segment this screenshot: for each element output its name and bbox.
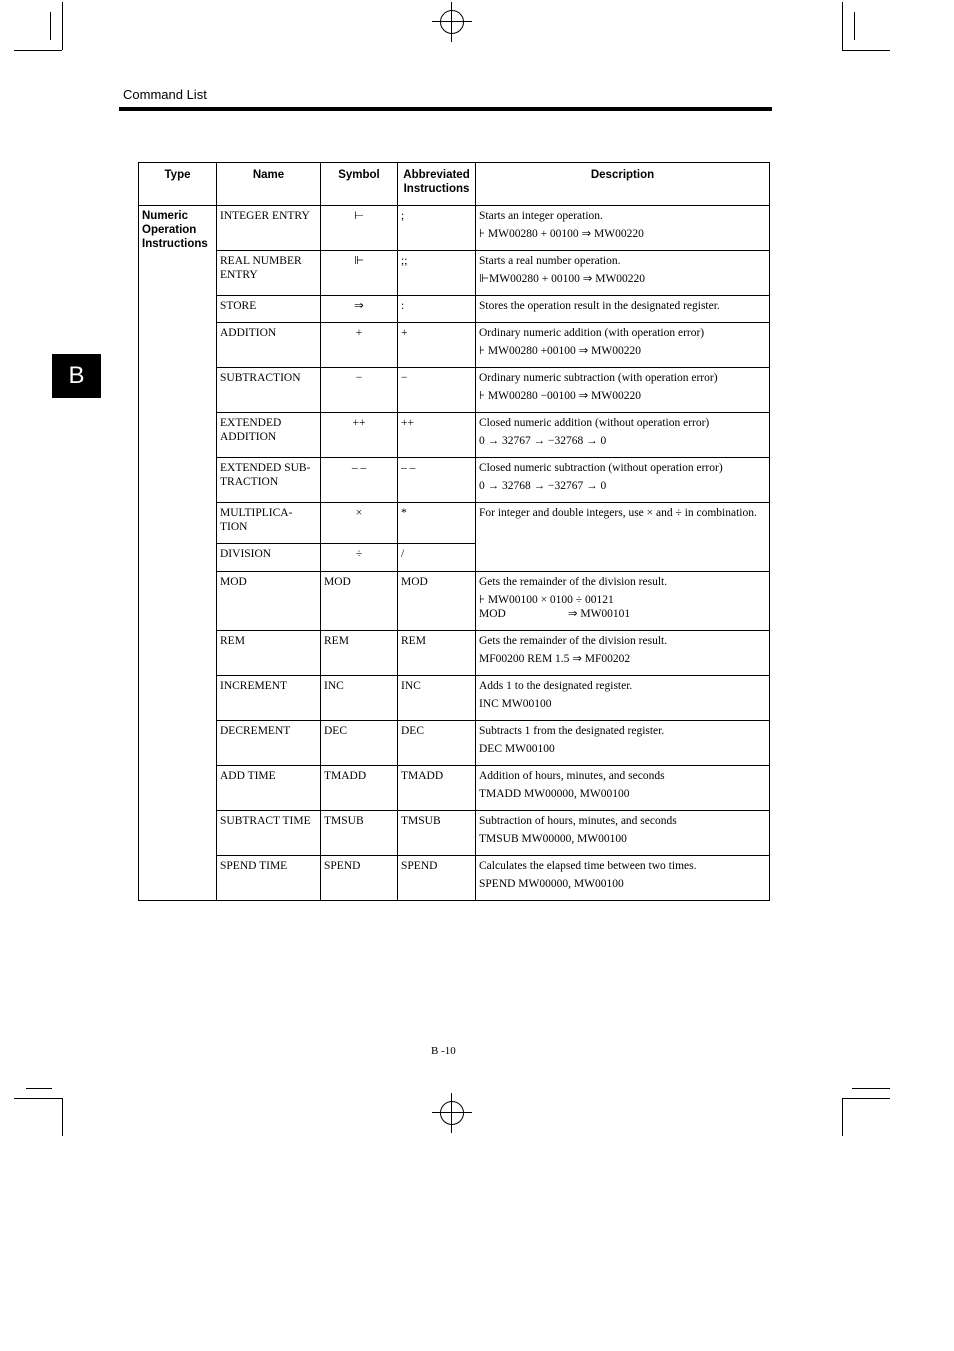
- description-cell: Ordinary numeric subtraction (with operation error) ⊦ MW00280 −00100 ⇒ MW00220: [476, 368, 770, 413]
- description-cell: Calculates the elapsed time between two times. SPEND MW00000, MW00100: [476, 856, 770, 901]
- command-table: [138, 162, 770, 901]
- abbrev-cell: SPEND: [398, 856, 476, 901]
- symbol-cell: INC: [321, 676, 398, 721]
- table-row: [139, 721, 770, 766]
- description-cell: Starts an integer operation. ⊦ MW00280 + 00100 ⇒ MW00220: [476, 206, 770, 251]
- crop-mark: [842, 1098, 843, 1136]
- header-rule: [119, 107, 772, 111]
- symbol-cell: ×: [321, 503, 398, 544]
- symbol-cell: ÷: [321, 544, 398, 572]
- type-cell: Numeric Operation Instructions: [139, 206, 217, 901]
- abbrev-cell: MOD: [398, 572, 476, 631]
- abbrev-cell: TMADD: [398, 766, 476, 811]
- name-cell: REM: [217, 631, 321, 676]
- table-row: [139, 458, 770, 503]
- name-cell: SUBTRACT TIME: [217, 811, 321, 856]
- table-row: [139, 572, 770, 631]
- table-row: [139, 856, 770, 901]
- abbrev-cell: :: [398, 296, 476, 323]
- name-cell: SUBTRACTION: [217, 368, 321, 413]
- crop-mark: [854, 12, 855, 40]
- description-cell: Adds 1 to the designated register. INC MW00100: [476, 676, 770, 721]
- description-cell: Subtracts 1 from the designated register. DEC MW00100: [476, 721, 770, 766]
- column-header-symbol: Symbol: [321, 163, 398, 206]
- abbrev-cell: +: [398, 323, 476, 368]
- crop-mark: [842, 2, 843, 50]
- table-row: [139, 251, 770, 296]
- table-row: [139, 323, 770, 368]
- crop-mark: [842, 1098, 890, 1099]
- crop-mark: [852, 1088, 890, 1089]
- crop-mark: [14, 1098, 62, 1099]
- name-cell: EXTENDED SUB-TRACTION: [217, 458, 321, 503]
- table-row: [139, 296, 770, 323]
- table-row: [139, 811, 770, 856]
- column-header-name: Name: [217, 163, 321, 206]
- description-cell: Gets the remainder of the division result. ⊦ MW00100 × 0100 ÷ 00121 MOD ⇒ MW00101: [476, 572, 770, 631]
- registration-mark-icon: [440, 1101, 464, 1125]
- abbrev-cell: ++: [398, 413, 476, 458]
- name-cell: DIVISION: [217, 544, 321, 572]
- name-cell: MOD: [217, 572, 321, 631]
- crop-mark: [62, 1098, 63, 1136]
- name-cell: REAL NUMBER ENTRY: [217, 251, 321, 296]
- name-cell: DECREMENT: [217, 721, 321, 766]
- name-cell: ADD TIME: [217, 766, 321, 811]
- description-cell: Ordinary numeric addition (with operation error) ⊦ MW00280 +00100 ⇒ MW00220: [476, 323, 770, 368]
- description-cell: For integer and double integers, use × and ÷ in combination.: [476, 503, 770, 572]
- table-row: [139, 676, 770, 721]
- name-cell: SPEND TIME: [217, 856, 321, 901]
- symbol-cell: REM: [321, 631, 398, 676]
- page-header-title: Command List: [123, 87, 207, 102]
- name-cell: EXTENDED ADDITION: [217, 413, 321, 458]
- appendix-tab: B: [52, 354, 101, 398]
- symbol-cell: TMSUB: [321, 811, 398, 856]
- table-row: [139, 413, 770, 458]
- description-cell: Closed numeric addition (without operation error) 0 → 32767 → −32768 → 0: [476, 413, 770, 458]
- table-header-row: [139, 163, 770, 206]
- abbrev-cell: −: [398, 368, 476, 413]
- table-row: [139, 503, 770, 544]
- table-row: [139, 766, 770, 811]
- abbrev-cell: ;;: [398, 251, 476, 296]
- abbrev-cell: REM: [398, 631, 476, 676]
- crop-mark: [14, 50, 62, 51]
- symbol-cell: MOD: [321, 572, 398, 631]
- symbol-cell: ⊢: [321, 206, 398, 251]
- registration-mark-icon: [451, 2, 452, 42]
- name-cell: MULTIPLICA-TION: [217, 503, 321, 544]
- column-header-description: Description: [476, 163, 770, 206]
- description-cell: Addition of hours, minutes, and seconds TMADD MW00000, MW00100: [476, 766, 770, 811]
- description-cell: Gets the remainder of the division result. MF00200 REM 1.5 ⇒ MF00202: [476, 631, 770, 676]
- crop-mark: [842, 50, 890, 51]
- symbol-cell: +: [321, 323, 398, 368]
- column-header-type: Type: [139, 163, 217, 206]
- symbol-cell: ⊩: [321, 251, 398, 296]
- symbol-cell: DEC: [321, 721, 398, 766]
- abbrev-cell: INC: [398, 676, 476, 721]
- registration-mark-icon: [432, 1112, 472, 1113]
- crop-mark: [50, 12, 51, 40]
- symbol-cell: −: [321, 368, 398, 413]
- symbol-cell: ++: [321, 413, 398, 458]
- description-cell: Starts a real number operation. ⊩MW00280 + 00100 ⇒ MW00220: [476, 251, 770, 296]
- abbrev-cell: *: [398, 503, 476, 544]
- column-header-abbreviated: Abbreviated Instructions: [398, 163, 476, 206]
- registration-mark-icon: [432, 21, 472, 22]
- table-row: [139, 631, 770, 676]
- symbol-cell: TMADD: [321, 766, 398, 811]
- description-cell: Closed numeric subtraction (without operation error) 0 → 32768 → −32767 → 0: [476, 458, 770, 503]
- symbol-cell: SPEND: [321, 856, 398, 901]
- table-row: [139, 206, 770, 251]
- name-cell: INTEGER ENTRY: [217, 206, 321, 251]
- abbrev-cell: ;: [398, 206, 476, 251]
- abbrev-cell: TMSUB: [398, 811, 476, 856]
- crop-mark: [62, 2, 63, 50]
- registration-mark-icon: [440, 10, 464, 34]
- registration-mark-icon: [451, 1093, 452, 1133]
- abbrev-cell: DEC: [398, 721, 476, 766]
- crop-mark: [26, 1088, 52, 1089]
- name-cell: ADDITION: [217, 323, 321, 368]
- abbrev-cell: – –: [398, 458, 476, 503]
- name-cell: INCREMENT: [217, 676, 321, 721]
- symbol-cell: ⇒: [321, 296, 398, 323]
- description-cell: Stores the operation result in the designated register.: [476, 296, 770, 323]
- abbrev-cell: /: [398, 544, 476, 572]
- page-number: B -10: [431, 1045, 456, 1057]
- description-cell: Subtraction of hours, minutes, and seconds TMSUB MW00000, MW00100: [476, 811, 770, 856]
- name-cell: STORE: [217, 296, 321, 323]
- table-row: [139, 368, 770, 413]
- symbol-cell: – –: [321, 458, 398, 503]
